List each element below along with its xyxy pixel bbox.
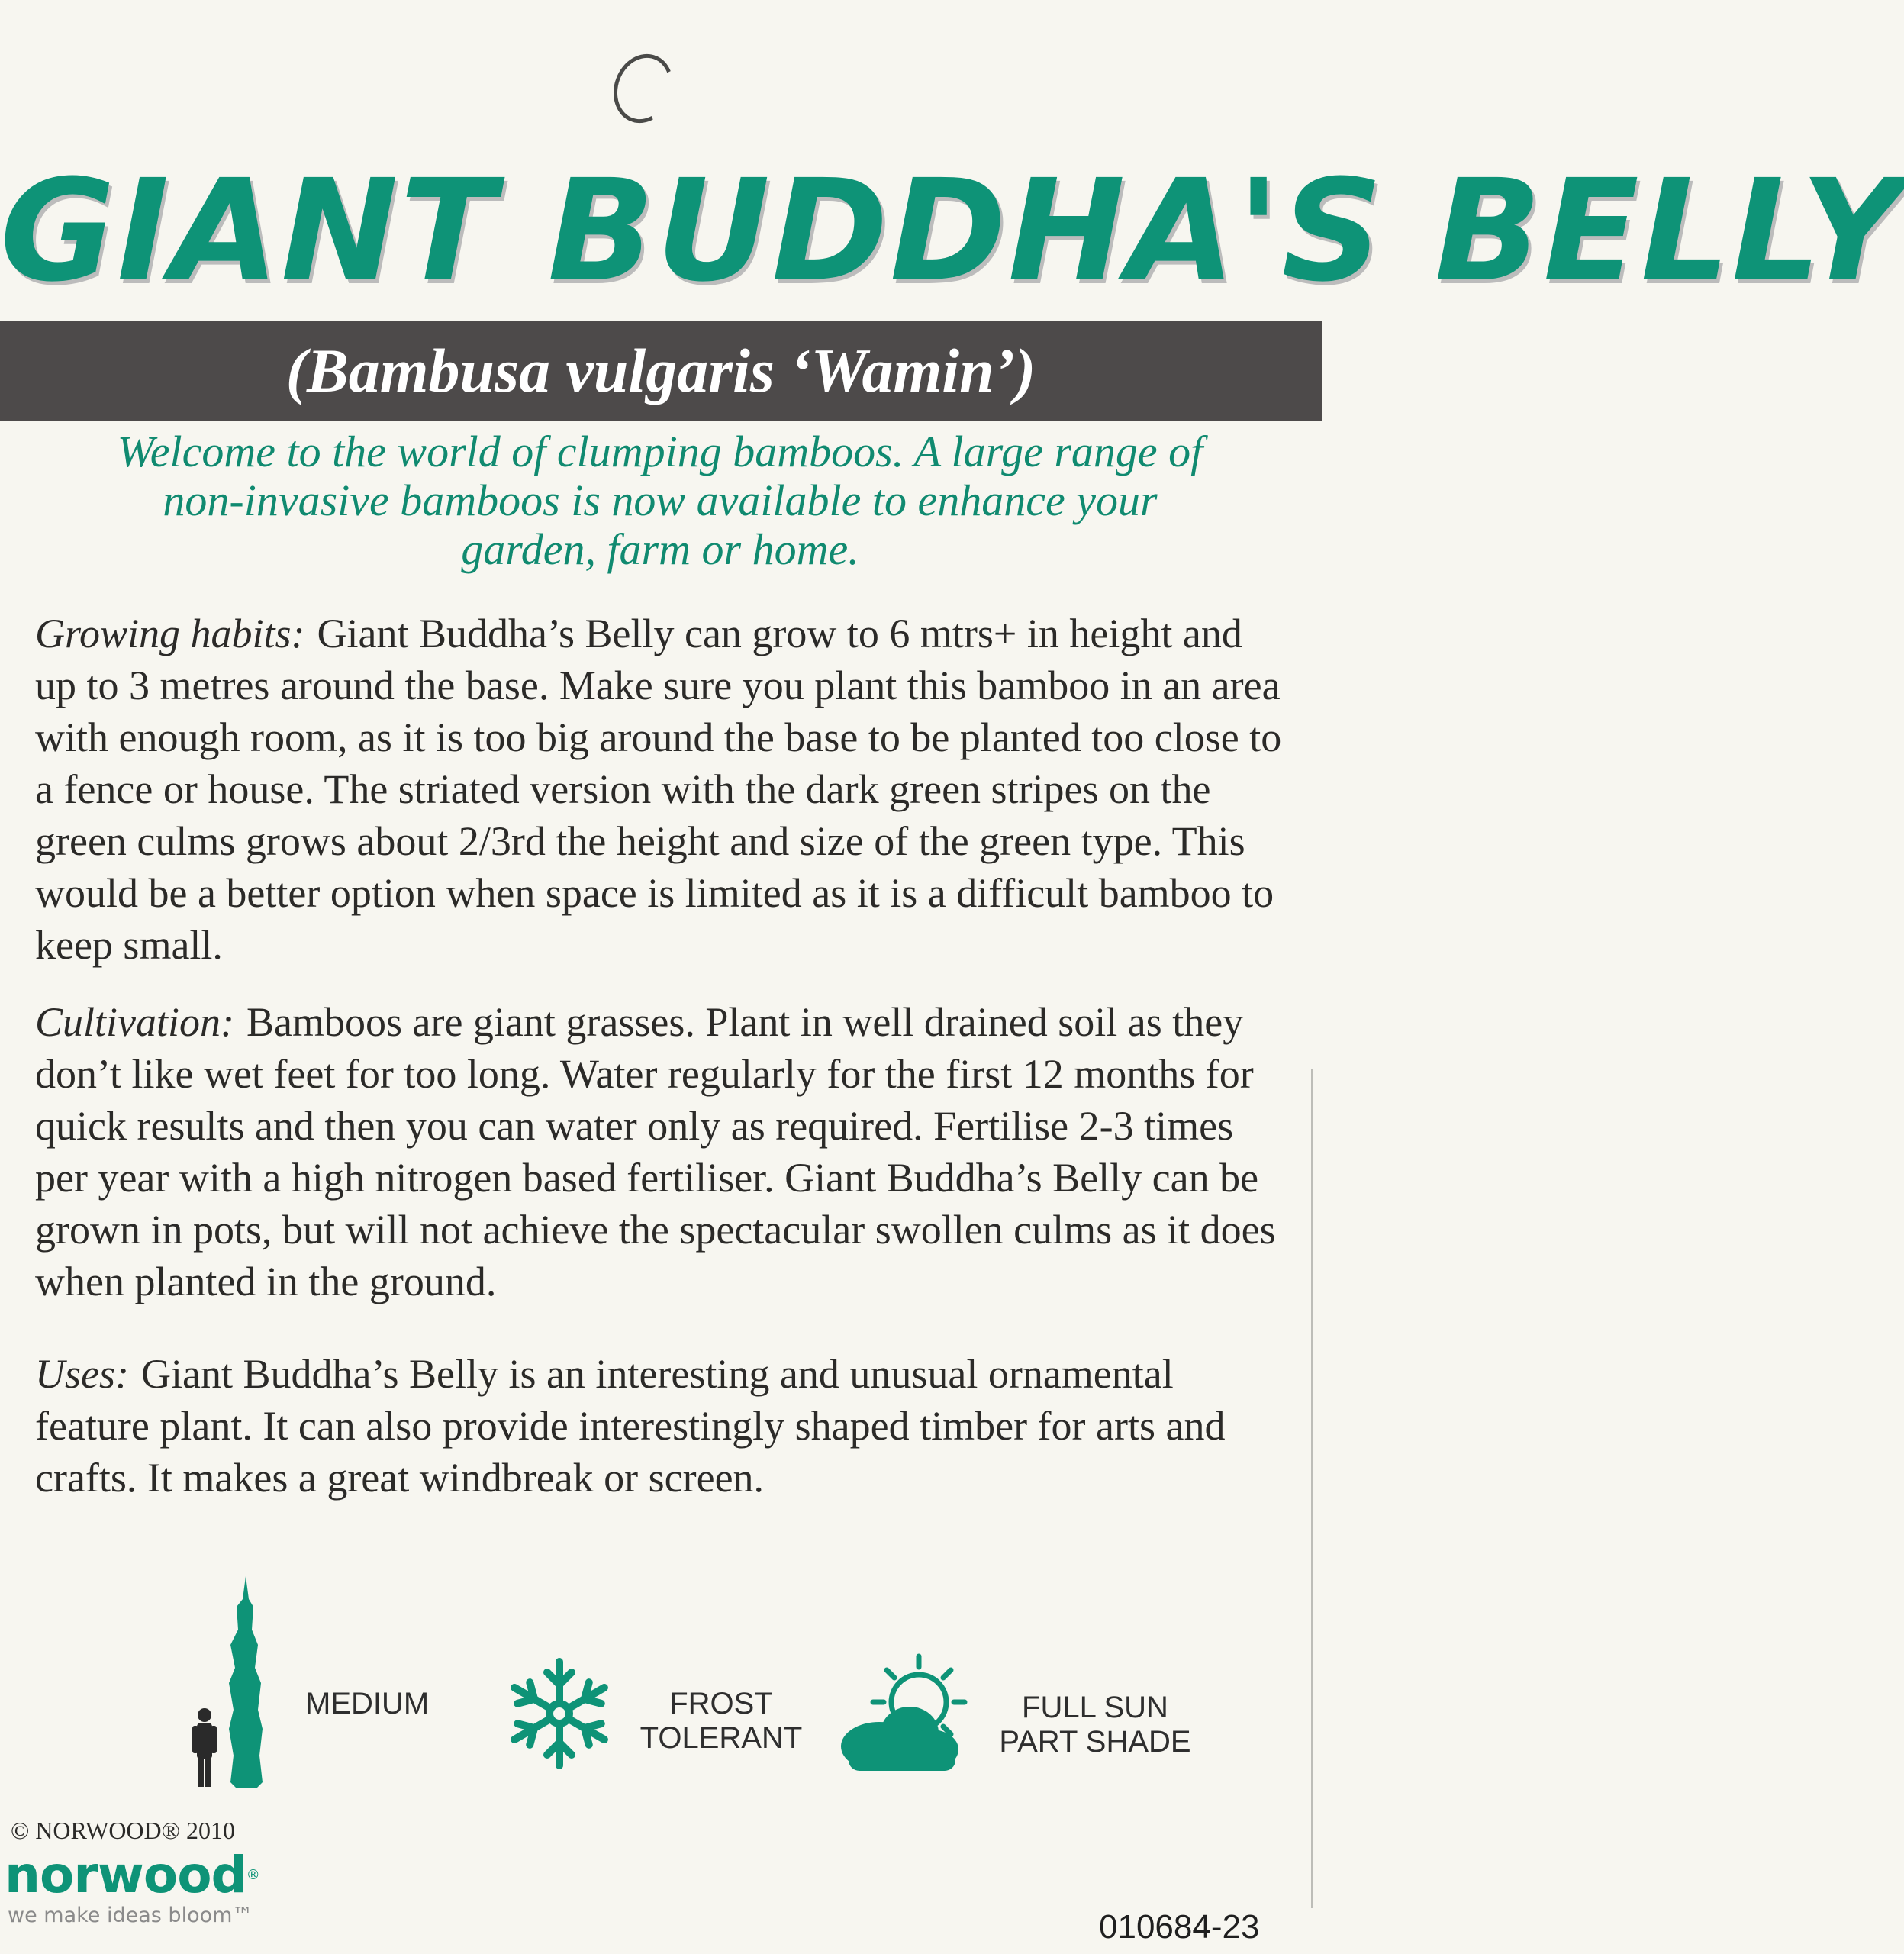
hanging-hole xyxy=(604,46,683,131)
cypress-tree-icon xyxy=(229,1576,263,1788)
frost-label-line2: TOLERANT xyxy=(639,1721,803,1755)
cultivation-section xyxy=(35,996,1287,1308)
growing-habits-text: Giant Buddha’s Belly can grow to 6 mtrs+ in height and up to 3 metres around the base. Make sure you plant this bamboo in an area with enough room, as it is too big around the base to be planted too close to a fence or house. The striated version with the dark green stripes on the green culms grows about 2/3rd the height and size of the green type. This would be a better option when space is limited as it is a difficult bamboo to keep small. xyxy=(35,611,1282,968)
size-label: MEDIUM xyxy=(305,1687,430,1720)
cultivation-text: Bamboos are giant grasses. Plant in well drained soil as they don’t like wet feet for too long. Water regularly for the first 12 months for quick results and then you can water only as required. Fertilise 2-3 times per year with a high nitrogen based fertiliser. Giant Buddha’s Belly can be grown in pots, but will not achieve the spectacular swollen culms as it does when planted in the ground. xyxy=(35,999,1276,1304)
page-title: GIANT BUDDHA'S BELLY xyxy=(0,150,1904,313)
growing-habits-heading: Growing habits: xyxy=(35,611,305,656)
sun-cloud-icon xyxy=(833,1656,978,1778)
brand-name: norwood xyxy=(5,1846,246,1904)
welcome-text: Welcome to the world of clumping bamboos. A large range of non-invasive bamboos is now available to enhance your garden, farm or home. xyxy=(117,427,1203,574)
copyright-notice: © NORWOOD® 2010 xyxy=(11,1817,235,1844)
sun-label-line2: PART SHADE xyxy=(999,1725,1191,1759)
uses-section xyxy=(35,1348,1287,1504)
botanical-name: (Bambusa vulgaris ‘Wamin’) xyxy=(285,336,1036,405)
uses-text: Giant Buddha’s Belly is an interesting and unusual ornamental feature plant. It can also provide interestingly shaped timber for arts and crafts. It makes a great windbreak or screen. xyxy=(35,1351,1226,1501)
person-silhouette-icon xyxy=(192,1708,217,1787)
snowflake-icon xyxy=(495,1653,624,1775)
brand-tagline: we make ideas bloom™ xyxy=(8,1904,253,1927)
brand-logo xyxy=(5,1846,259,1904)
frost-label-line1: FROST xyxy=(669,1687,773,1720)
product-code: 010684-23 xyxy=(1099,1908,1260,1946)
cultivation-heading: Cultivation: xyxy=(35,999,234,1045)
registered-mark: ® xyxy=(246,1867,259,1883)
sun-label-line1: FULL SUN xyxy=(1022,1691,1168,1724)
card-edge xyxy=(1311,1069,1313,1908)
growing-habits-section xyxy=(35,608,1287,971)
plant-height-icon xyxy=(183,1576,275,1790)
uses-heading: Uses: xyxy=(35,1351,129,1397)
